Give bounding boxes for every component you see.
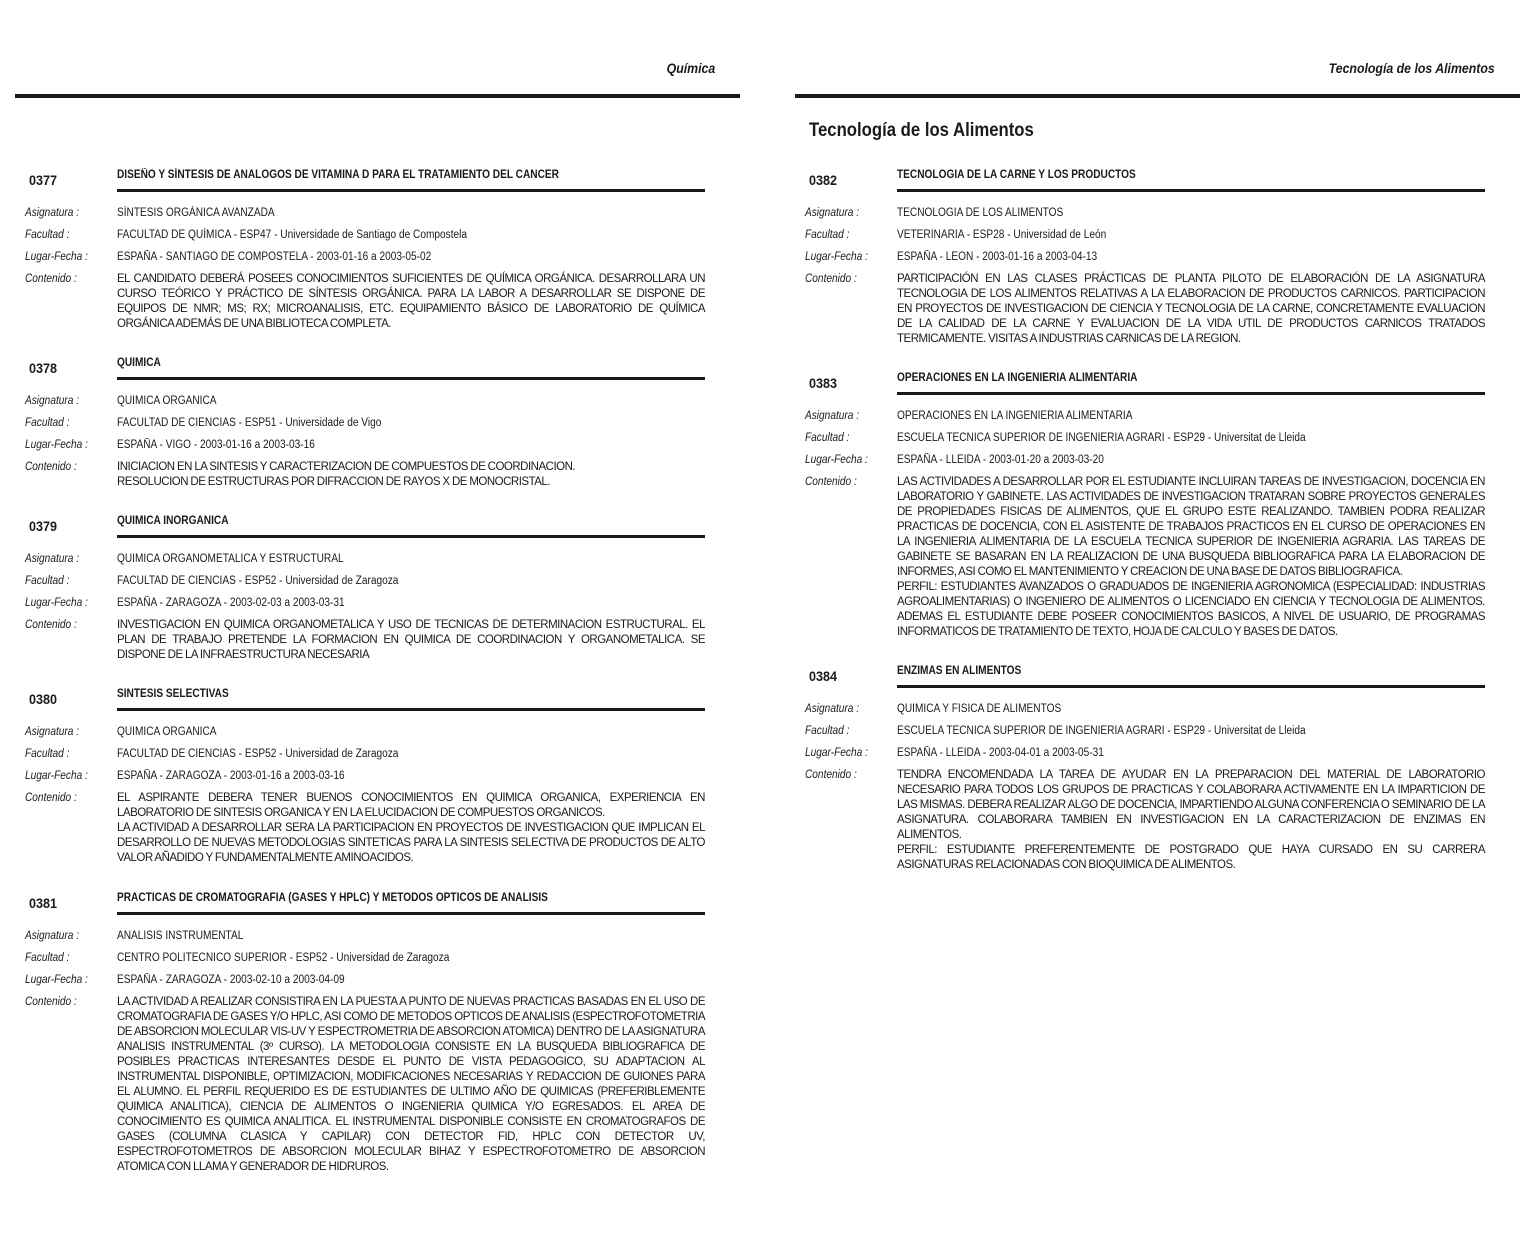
entry-fields xyxy=(25,206,705,332)
entry-title: DISEÑO Y SÍNTESIS DE ANALOGOS DE VITAMINA D PARA EL TRATAMIENTO DEL CANCER xyxy=(117,169,559,181)
entry-title: SINTESIS SELECTIVAS xyxy=(117,688,229,700)
field-label: Lugar-Fecha : xyxy=(25,770,88,782)
entry-fields xyxy=(805,702,1485,873)
entry-title: QUIMICA INORGANICA xyxy=(117,515,229,527)
entry-number: 0377 xyxy=(29,172,58,188)
entry-number: 0378 xyxy=(29,360,58,376)
field-label: Facultad : xyxy=(25,417,70,429)
asignatura-value: QUIMICA ORGANICA xyxy=(117,395,217,407)
facultad-value: ESCUELA TECNICA SUPERIOR DE INGENIERIA AGRARI - ESP29 - Universitat de Lleida xyxy=(897,432,1306,444)
contenido-row xyxy=(805,272,1485,347)
asignatura-value: OPERACIONES EN LA INGENIERIA ALIMENTARIA xyxy=(897,410,1133,422)
contenido-row xyxy=(25,791,705,866)
header-rule xyxy=(15,94,740,98)
entry-fields xyxy=(25,929,705,1175)
field-label: Lugar-Fecha : xyxy=(805,747,868,759)
contenido-value: LA ACTIVIDAD A REALIZAR CONSISTIRA EN LA PUESTA A PUNTO DE NUEVAS PRACTICAS BASADAS EN EL USO DE CROMATOGRAFIA DE GASES Y/O HPLC, ASI COMO DE METODOS OPTICOS DE ANALISIS (ESPECTROFOTOMETRIA DE ABSORCION MOLECULAR VIS-UV Y ESPECTROMETRIA DE ABSORCION ATOMICA) DENTRO DE LA ASIGNATURA ANALISIS INSTRUMENTAL (3º CURSO). LA METODOLOGIA CONSISTE EN LA BUSQUEDA BIBLIOGRAFICA DE POSIBLES PRACTICAS INTERESANTES DESDE EL PUNTO DE VISTA PEDAGOGICO, SU ADAPTACION AL INSTRUMENTAL DISPONIBLE, OPTIMIZACION, MODIFICACIONES NECESARIAS Y REDACCION DE GUIONES PARA EL ALUMNO. EL PERFIL REQUERIDO ES DE ESTUDIANTES DE ULTIMO AÑO DE QUIMICAS (PREFERIBLEMENTE QUIMICA ANALITICA), CIENCIA DE ALIMENTOS O INGENIERIA QUIMICA Y/O EGRESADOS. EL AREA DE CONOCIMIENTO ES QUIMICA ANALITICA. EL INSTRUMENTAL DISPONIBLE CONSISTE EN CROMATOGRAFOS DE GASES (COLUMNA CLASICA Y CAPILAR) CON DETECTOR FID, HPLC CON DETECTOR UV, ESPECTROFOTOMETROS DE ABSORCION MOLECULAR BIHAZ Y ESPECTROFOTOMETRO DE ABSORCION ATOMICA CON LLAMA Y GENERADOR DE HIDRUROS. xyxy=(117,996,705,1173)
contenido-row xyxy=(25,995,705,1175)
section-title: Tecnología de los Alimentos xyxy=(809,120,1034,141)
entry-fields xyxy=(805,409,1485,640)
lugar-fecha-row xyxy=(805,746,1485,768)
field-label: Facultad : xyxy=(25,575,70,587)
lugar-fecha-value: ESPAÑA - ZARAGOZA - 2003-02-10 a 2003-04-09 xyxy=(117,974,345,986)
running-head: Tecnología de los Alimentos xyxy=(1328,60,1495,76)
contenido-row xyxy=(805,475,1485,640)
entry-fields xyxy=(25,394,705,490)
title-rule xyxy=(897,392,1485,395)
contenido-value: INVESTIGACION EN QUIMICA ORGANOMETALICA Y USO DE TECNICAS DE DETERMINACION ESTRUCTURAL. EL PLAN DE TRABAJO PRETENDE LA FORMACION EN QUIMICA DE COORDINACION Y ORGANOMETALICA. SE DISPONE DE LA INFRAESTRUCTURA NECESARIA xyxy=(117,619,705,661)
title-rule xyxy=(117,535,705,538)
facultad-value: CENTRO POLITECNICO SUPERIOR - ESP52 - Universidad de Zaragoza xyxy=(117,952,450,964)
lugar-fecha-row xyxy=(25,769,705,791)
contenido-row xyxy=(25,272,705,332)
contenido-row xyxy=(805,768,1485,873)
contenido-row xyxy=(25,618,705,663)
running-head: Química xyxy=(666,60,715,76)
facultad-row xyxy=(25,416,705,438)
asignatura-value: QUIMICA ORGANICA xyxy=(117,726,217,738)
field-label: Contenido : xyxy=(805,273,857,285)
field-label: Lugar-Fecha : xyxy=(805,251,868,263)
contenido-value: EL ASPIRANTE DEBERA TENER BUENOS CONOCIMIENTOS EN QUIMICA ORGANICA, EXPERIENCIA EN LABORATORIO DE SINTESIS ORGANICA Y EN LA ELUCIDACION DE COMPUESTOS ORGANICOS. LA ACTIVIDAD A DESARROLLAR SERA LA PARTICIPACION EN PROYECTOS DE INVESTIGACION QUE IMPLICAN EL DESARROLLO DE NUEVAS METODOLOGIAS SINTETICAS PARA LA SINTESIS SELECTIVA DE PRODUCTOS DE ALTO VALOR AÑADIDO Y FUNDAMENTALMENTE AMINOACIDOS. xyxy=(117,792,705,864)
lugar-fecha-value: ESPAÑA - ZARAGOZA - 2003-02-03 a 2003-03-31 xyxy=(117,597,345,609)
facultad-value: ESCUELA TECNICA SUPERIOR DE INGENIERIA AGRARI - ESP29 - Universitat de Lleida xyxy=(897,725,1306,737)
asignatura-value: ANALISIS INSTRUMENTAL xyxy=(117,930,244,942)
lugar-fecha-value: ESPAÑA - VIGO - 2003-01-16 a 2003-03-16 xyxy=(117,439,315,451)
lugar-fecha-row xyxy=(805,453,1485,475)
facultad-row xyxy=(805,431,1485,453)
contenido-value: INICIACION EN LA SINTESIS Y CARACTERIZACION DE COMPUESTOS DE COORDINACION. RESOLUCION DE ESTRUCTURAS POR DIFRACCION DE RAYOS X DE MONOCRISTAL. xyxy=(117,461,576,488)
lugar-fecha-row xyxy=(805,250,1485,272)
facultad-value: VETERINARIA - ESP28 - Universidad de León xyxy=(897,229,1107,241)
entry-number: 0381 xyxy=(29,895,58,911)
facultad-row xyxy=(805,228,1485,250)
field-label: Contenido : xyxy=(25,619,77,631)
asignatura-value: TECNOLOGIA DE LOS ALIMENTOS xyxy=(897,207,1064,219)
field-label: Facultad : xyxy=(805,432,850,444)
facultad-row xyxy=(25,228,705,250)
asignatura-row xyxy=(805,409,1485,431)
field-label: Lugar-Fecha : xyxy=(25,251,88,263)
contenido-value: LAS ACTIVIDADES A DESARROLLAR POR EL ESTUDIANTE INCLUIRAN TAREAS DE INVESTIGACION, DOCENCIA EN LABORATORIO Y GABINETE. LAS ACTIVIDADES DE INVESTIGACION TRATARAN SOBRE PROYECTOS GENERALES DE PROPIEDADES FISICAS DE ALIMENTOS, QUE EL GRUPO ESTE REALIZANDO. TAMBIEN PODRA REALIZAR PRACTICAS DE DOCENCIA, CON EL ASISTENTE DE TRABAJOS PRACTICOS EN EL CURSO DE OPERACIONES EN LA INGENIERIA ALIMENTARIA DE LA ESCUELA TECNICA SUPERIOR DE INGENIERIA AGRARIA. LAS TAREAS DE GABINETE SE BASARAN EN LA REALIZACION DE UNA BUSQUEDA BIBLIOGRAFICA PARA LA ELABORACION DE INFORMES, ASI COMO EL MANTENIMIENTO Y CREACION DE UNA BASE DE DATOS BIBLIOGRAFICA. PERFIL: ESTUDIANTES AVANZADOS O GRADUADOS DE INGENIERIA AGRONOMICA (ESPECIALIDAD: INDUSTRIAS AGROALIMENTARIAS) O INGENIERO DE ALIMENTOS O LICENCIADO EN CIENCIA Y TECNOLOGIA DE ALIMENTOS. ADEMAS EL ESTUDIANTE DEBE POSEER CONOCIMIENTOS BASICOS, A NIVEL DE USUARIO, DE PROGRAMAS INFORMATICOS DE TRATAMIENTO DE TEXTO, HOJA DE CALCULO Y BASES DE DATOS. xyxy=(897,476,1485,638)
lugar-fecha-value: ESPAÑA - LLEIDA - 2003-01-20 a 2003-03-20 xyxy=(897,454,1104,466)
entry-title: QUIMICA xyxy=(117,357,161,369)
lugar-fecha-value: ESPAÑA - LLEIDA - 2003-04-01 a 2003-05-31 xyxy=(897,747,1104,759)
entry-number: 0384 xyxy=(809,668,838,684)
right-page xyxy=(795,0,1520,1238)
field-label: Contenido : xyxy=(25,461,77,473)
lugar-fecha-row xyxy=(25,438,705,460)
entry-number: 0383 xyxy=(809,375,838,391)
field-label: Lugar-Fecha : xyxy=(25,439,88,451)
field-label: Facultad : xyxy=(25,748,70,760)
field-label: Contenido : xyxy=(25,273,77,285)
title-rule xyxy=(117,189,705,192)
lugar-fecha-value: ESPAÑA - ZARAGOZA - 2003-01-16 a 2003-03-16 xyxy=(117,770,345,782)
facultad-row xyxy=(805,724,1485,746)
field-label: Contenido : xyxy=(25,792,77,804)
facultad-row xyxy=(25,574,705,596)
field-label: Lugar-Fecha : xyxy=(25,974,88,986)
entry-number: 0382 xyxy=(809,172,838,188)
field-label: Lugar-Fecha : xyxy=(25,597,88,609)
entry-fields xyxy=(25,552,705,663)
entry-title: TECNOLOGIA DE LA CARNE Y LOS PRODUCTOS xyxy=(897,169,1136,181)
entry-fields xyxy=(25,725,705,866)
field-label: Asignatura : xyxy=(25,207,80,219)
facultad-value: FACULTAD DE CIENCIAS - ESP52 - Universidad de Zaragoza xyxy=(117,748,399,760)
asignatura-row xyxy=(25,394,705,416)
field-label: Asignatura : xyxy=(805,410,860,422)
asignatura-row xyxy=(25,552,705,574)
contenido-value: EL CANDIDATO DEBERÁ POSEES CONOCIMIENTOS SUFICIENTES DE QUÍMICA ORGÁNICA. DESARROLLARA UN CURSO TEÓRICO Y PRÁCTICO DE SÍNTESIS ORGÁNICA. PARA LA LABOR A DESARROLLAR SE DISPONE DE EQUIPOS DE NMR; MS; RX; MICROANALISIS, ETC. EQUIPAMIENTO BÁSICO DE LABORATORIO DE QUÍMICA ORGÁNICA ADEMÁS DE UNA BIBLIOTECA COMPLETA. xyxy=(117,273,705,330)
lugar-fecha-row xyxy=(25,973,705,995)
asignatura-value: QUIMICA Y FISICA DE ALIMENTOS xyxy=(897,703,1062,715)
field-label: Contenido : xyxy=(805,769,857,781)
field-label: Facultad : xyxy=(25,229,70,241)
left-page xyxy=(15,0,740,1238)
title-rule xyxy=(117,912,705,915)
asignatura-value: QUIMICA ORGANOMETALICA Y ESTRUCTURAL xyxy=(117,553,344,565)
entry-title: PRACTICAS DE CROMATOGRAFIA (GASES Y HPLC) Y METODOS OPTICOS DE ANALISIS xyxy=(117,892,548,904)
facultad-value: FACULTAD DE QUÍMICA - ESP47 - Universidade de Santiago de Compostela xyxy=(117,229,468,241)
asignatura-row xyxy=(25,206,705,228)
entry-number: 0380 xyxy=(29,691,58,707)
title-rule xyxy=(897,189,1485,192)
title-rule xyxy=(117,377,705,380)
field-label: Contenido : xyxy=(805,476,857,488)
facultad-row xyxy=(25,747,705,769)
field-label: Asignatura : xyxy=(25,930,80,942)
field-label: Contenido : xyxy=(25,996,77,1008)
field-label: Asignatura : xyxy=(25,395,80,407)
lugar-fecha-value: ESPAÑA - LEON - 2003-01-16 a 2003-04-13 xyxy=(897,251,1098,263)
field-label: Facultad : xyxy=(25,952,70,964)
facultad-row xyxy=(25,951,705,973)
asignatura-row xyxy=(805,702,1485,724)
field-label: Asignatura : xyxy=(25,553,80,565)
asignatura-row xyxy=(805,206,1485,228)
facultad-value: FACULTAD DE CIENCIAS - ESP51 - Universidade de Vigo xyxy=(117,417,382,429)
asignatura-row xyxy=(25,929,705,951)
entry-title: OPERACIONES EN LA INGENIERIA ALIMENTARIA xyxy=(897,372,1138,384)
contenido-value: TENDRA ENCOMENDADA LA TAREA DE AYUDAR EN LA PREPARACION DEL MATERIAL DE LABORATORIO NECESARIO PARA TODOS LOS GRUPOS DE PRACTICAS Y COLABORARA ACTIVAMENTE EN LA IMPARTICION DE LAS MISMAS. DEBERA REALIZAR ALGO DE DOCENCIA, IMPARTIENDO ALGUNA CONFERENCIA O SEMINARIO DE LA ASIGNATURA. COLABORARA TAMBIEN EN INVESTIGACION EN LA CARACTERIZACION DE ENZIMAS EN ALIMENTOS. PERFIL: ESTUDIANTE PREFERENTEMENTE DE POSTGRADO QUE HAYA CURSADO EN SU CARRERA ASIGNATURAS RELACIONADAS CON BIOQUIMICA DE ALIMENTOS. xyxy=(897,769,1485,871)
entry-number: 0379 xyxy=(29,518,58,534)
asignatura-value: SÍNTESIS ORGÁNICA AVANZADA xyxy=(117,207,275,219)
field-label: Asignatura : xyxy=(25,726,80,738)
field-label: Lugar-Fecha : xyxy=(805,454,868,466)
lugar-fecha-row xyxy=(25,596,705,618)
header-rule xyxy=(795,94,1520,98)
entry-fields xyxy=(805,206,1485,347)
contenido-value: PARTICIPACIÓN EN LAS CLASES PRÁCTICAS DE PLANTA PILOTO DE ELABORACIÓN DE LA ASIGNATURA TECNOLOGIA DE LOS ALIMENTOS RELATIVAS A LA ELABORACION DE PRODUCTOS CARNICOS. PARTICIPACION EN PROYECTOS DE INVESTIGACION DE CIENCIA Y TECNOLOGIA DE LA CARNE, CONCRETAMENTE EVALUACION DE LA CALIDAD DE LA CARNE Y EVALUACION DE LA VIDA UTIL DE PRODUCTOS CARNICOS TRATADOS TERMICAMENTE. VISITAS A INDUSTRIAS CARNICAS DE LA REGION. xyxy=(897,273,1485,345)
field-label: Asignatura : xyxy=(805,207,860,219)
title-rule xyxy=(897,685,1485,688)
lugar-fecha-value: ESPAÑA - SANTIAGO DE COMPOSTELA - 2003-01-16 a 2003-05-02 xyxy=(117,251,432,263)
field-label: Facultad : xyxy=(805,725,850,737)
entry-title: ENZIMAS EN ALIMENTOS xyxy=(897,665,1022,677)
asignatura-row xyxy=(25,725,705,747)
title-rule xyxy=(117,708,705,711)
field-label: Facultad : xyxy=(805,229,850,241)
field-label: Asignatura : xyxy=(805,703,860,715)
contenido-row xyxy=(25,460,705,490)
lugar-fecha-row xyxy=(25,250,705,272)
facultad-value: FACULTAD DE CIENCIAS - ESP52 - Universidad de Zaragoza xyxy=(117,575,399,587)
